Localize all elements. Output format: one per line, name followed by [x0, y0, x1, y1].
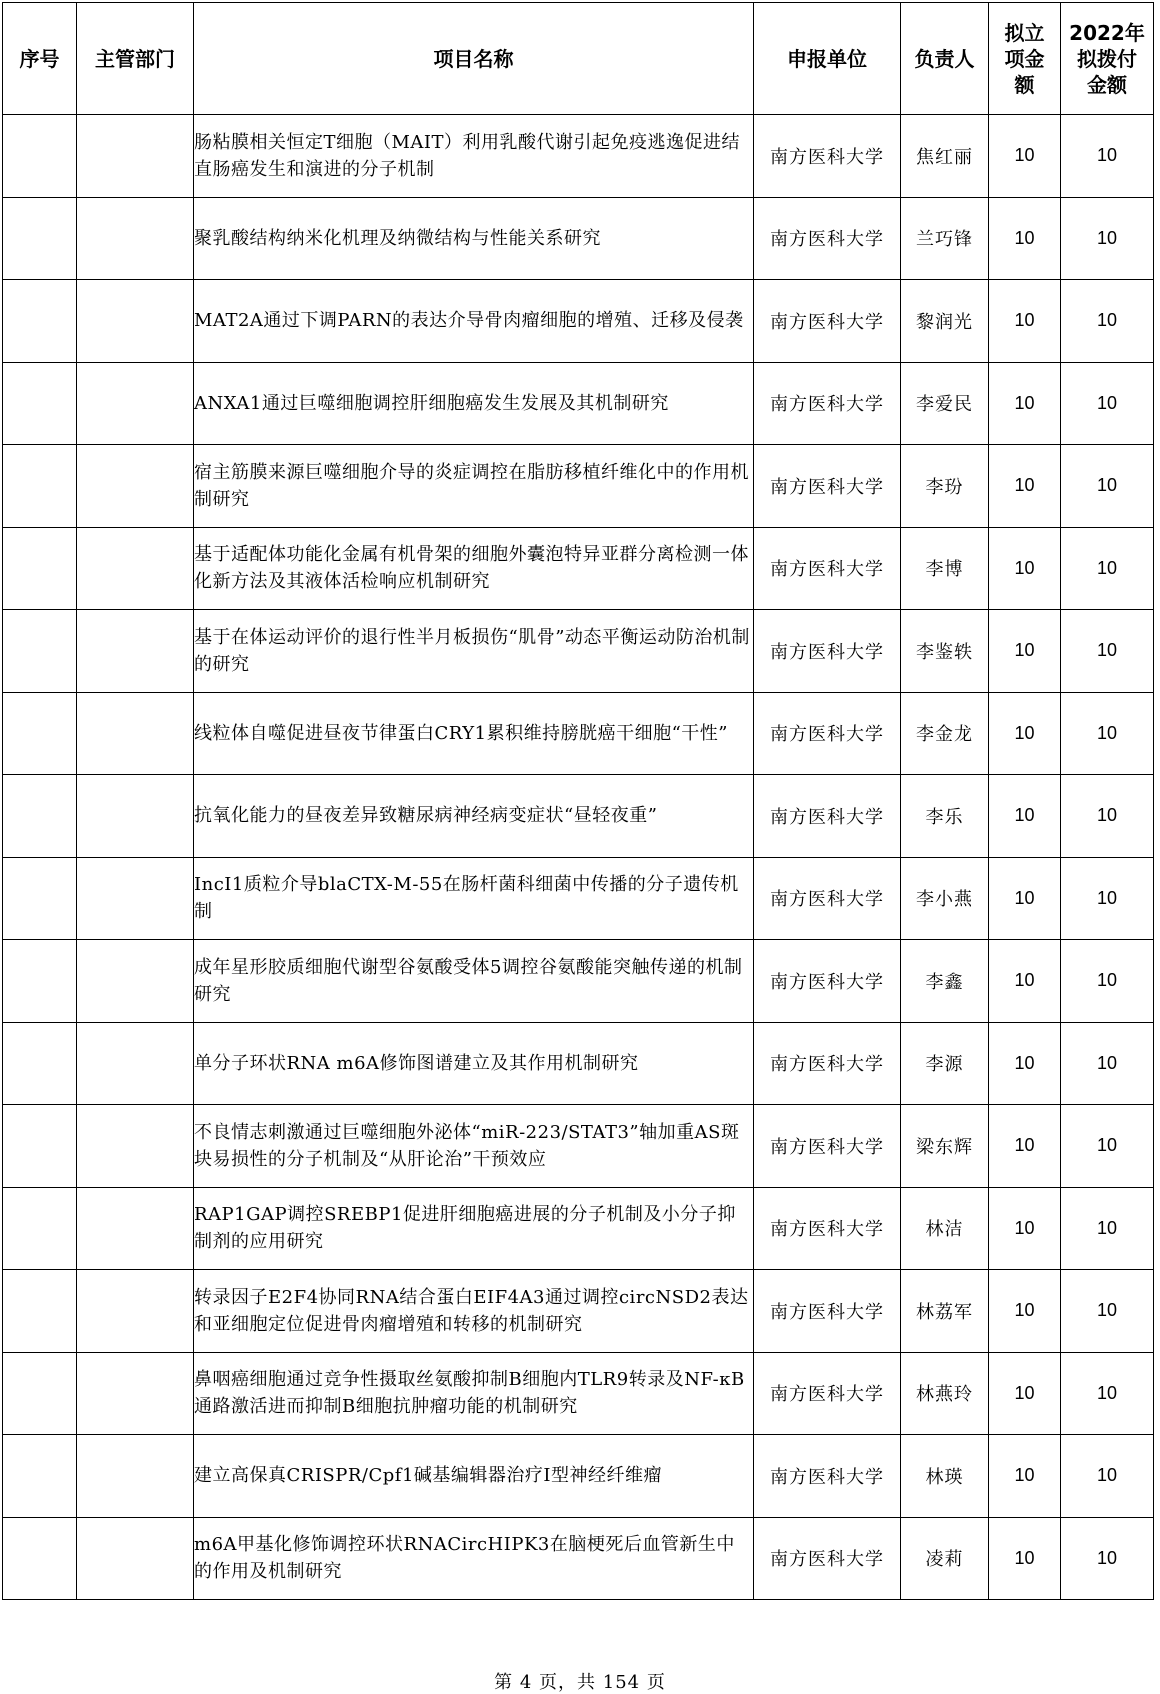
cell-project-name: 转录因子E2F4协同RNA结合蛋白EIF4A3通过调控circNSD2表达和亚细胞定位促进骨肉瘤增殖和转移的机制研究: [194, 1270, 754, 1353]
header-person: 负责人: [901, 3, 989, 115]
cell-unit: 南方医科大学: [754, 115, 901, 198]
cell-unit: 南方医科大学: [754, 775, 901, 858]
cell-project-name: 聚乳酸结构纳米化机理及纳微结构与性能关系研究: [194, 197, 754, 280]
cell-unit: 南方医科大学: [754, 280, 901, 363]
cell-project-name: m6A甲基化修饰调控环状RNACircHIPK3在脑梗死后血管新生中的作用及机制研究: [194, 1517, 754, 1600]
cell-project-name: 线粒体自噬促进昼夜节律蛋白CRY1累积维持膀胱癌干细胞“干性”: [194, 692, 754, 775]
cell-payment-2022: 10: [1061, 445, 1154, 528]
cell-approved-amount: 10: [989, 115, 1061, 198]
cell-index: [3, 775, 77, 858]
cell-person: 李乐: [901, 775, 989, 858]
cell-person: 林荔军: [901, 1270, 989, 1353]
table-row: [3, 940, 1154, 1023]
table-row: [3, 1187, 1154, 1270]
cell-payment-2022: 10: [1061, 775, 1154, 858]
cell-project-name: 不良情志刺激通过巨噬细胞外泌体“miR-223/STAT3”轴加重AS斑块易损性的分子机制及“从肝论治”干预效应: [194, 1105, 754, 1188]
cell-payment-2022: 10: [1061, 362, 1154, 445]
cell-unit: 南方医科大学: [754, 1105, 901, 1188]
cell-department: [77, 197, 194, 280]
cell-unit: 南方医科大学: [754, 857, 901, 940]
cell-approved-amount: 10: [989, 775, 1061, 858]
cell-project-name: IncI1质粒介导blaCTX-M-55在肠杆菌科细菌中传播的分子遗传机制: [194, 857, 754, 940]
cell-department: [77, 857, 194, 940]
cell-index: [3, 1517, 77, 1600]
cell-department: [77, 775, 194, 858]
cell-payment-2022: 10: [1061, 940, 1154, 1023]
header-department: 主管部门: [77, 3, 194, 115]
cell-approved-amount: 10: [989, 445, 1061, 528]
cell-index: [3, 197, 77, 280]
cell-approved-amount: 10: [989, 527, 1061, 610]
cell-index: [3, 362, 77, 445]
cell-person: 李玢: [901, 445, 989, 528]
cell-department: [77, 1435, 194, 1518]
cell-index: [3, 1435, 77, 1518]
header-payment-2022: 2022年拟拨付金额: [1061, 3, 1154, 115]
table-row: [3, 1270, 1154, 1353]
cell-person: 李博: [901, 527, 989, 610]
cell-approved-amount: 10: [989, 1517, 1061, 1600]
cell-person: 黎润光: [901, 280, 989, 363]
cell-approved-amount: 10: [989, 280, 1061, 363]
cell-index: [3, 280, 77, 363]
cell-unit: 南方医科大学: [754, 940, 901, 1023]
cell-index: [3, 1187, 77, 1270]
cell-project-name: 基于适配体功能化金属有机骨架的细胞外囊泡特异亚群分离检测一体化新方法及其液体活检响应机制研究: [194, 527, 754, 610]
cell-project-name: 宿主筋膜来源巨噬细胞介导的炎症调控在脂肪移植纤维化中的作用机制研究: [194, 445, 754, 528]
cell-project-name: 建立高保真CRISPR/Cpf1碱基编辑器治疗I型神经纤维瘤: [194, 1435, 754, 1518]
cell-project-name: 成年星形胶质细胞代谢型谷氨酸受体5调控谷氨酸能突触传递的机制研究: [194, 940, 754, 1023]
cell-person: 林洁: [901, 1187, 989, 1270]
cell-unit: 南方医科大学: [754, 610, 901, 693]
table-row: [3, 1435, 1154, 1518]
cell-department: [77, 362, 194, 445]
cell-index: [3, 940, 77, 1023]
cell-payment-2022: 10: [1061, 280, 1154, 363]
cell-person: 林瑛: [901, 1435, 989, 1518]
cell-approved-amount: 10: [989, 1270, 1061, 1353]
cell-payment-2022: 10: [1061, 610, 1154, 693]
cell-payment-2022: 10: [1061, 115, 1154, 198]
cell-project-name: 肠粘膜相关恒定T细胞（MAIT）利用乳酸代谢引起免疫逃逸促进结直肠癌发生和演进的分子机制: [194, 115, 754, 198]
table-row: [3, 280, 1154, 363]
cell-approved-amount: 10: [989, 1022, 1061, 1105]
cell-payment-2022: 10: [1061, 857, 1154, 940]
cell-approved-amount: 10: [989, 1435, 1061, 1518]
cell-payment-2022: 10: [1061, 1105, 1154, 1188]
cell-project-name: 鼻咽癌细胞通过竞争性摄取丝氨酸抑制B细胞内TLR9转录及NF-κB通路激活进而抑制B细胞抗肿瘤功能的机制研究: [194, 1352, 754, 1435]
cell-project-name: 抗氧化能力的昼夜差异致糖尿病神经病变症状“昼轻夜重”: [194, 775, 754, 858]
cell-payment-2022: 10: [1061, 197, 1154, 280]
header-unit: 申报单位: [754, 3, 901, 115]
cell-department: [77, 527, 194, 610]
cell-approved-amount: 10: [989, 362, 1061, 445]
cell-unit: 南方医科大学: [754, 1352, 901, 1435]
cell-person: 李金龙: [901, 692, 989, 775]
header-project-name: 项目名称: [194, 3, 754, 115]
cell-index: [3, 692, 77, 775]
table-row: [3, 115, 1154, 198]
cell-index: [3, 445, 77, 528]
header-approved-amount: 拟立项金额: [989, 3, 1061, 115]
cell-approved-amount: 10: [989, 1352, 1061, 1435]
cell-department: [77, 610, 194, 693]
page-footer: 第 4 页，共 154 页: [494, 1672, 666, 1693]
cell-person: 梁东辉: [901, 1105, 989, 1188]
table-row: [3, 1517, 1154, 1600]
cell-project-name: 单分子环状RNA m6A修饰图谱建立及其作用机制研究: [194, 1022, 754, 1105]
table-row: [3, 857, 1154, 940]
table-row: [3, 775, 1154, 858]
cell-index: [3, 1352, 77, 1435]
cell-payment-2022: 10: [1061, 1352, 1154, 1435]
cell-project-name: MAT2A通过下调PARN的表达介导骨肉瘤细胞的增殖、迁移及侵袭: [194, 280, 754, 363]
cell-project-name: ANXA1通过巨噬细胞调控肝细胞癌发生发展及其机制研究: [194, 362, 754, 445]
cell-unit: 南方医科大学: [754, 1187, 901, 1270]
cell-unit: 南方医科大学: [754, 1270, 901, 1353]
cell-unit: 南方医科大学: [754, 197, 901, 280]
cell-approved-amount: 10: [989, 1187, 1061, 1270]
cell-index: [3, 1105, 77, 1188]
cell-payment-2022: 10: [1061, 1270, 1154, 1353]
cell-approved-amount: 10: [989, 197, 1061, 280]
header-index: 序号: [3, 3, 77, 115]
cell-person: 李爱民: [901, 362, 989, 445]
table-row: [3, 692, 1154, 775]
cell-department: [77, 1352, 194, 1435]
header-row: [3, 3, 1154, 115]
cell-person: 焦红丽: [901, 115, 989, 198]
cell-department: [77, 1022, 194, 1105]
cell-department: [77, 692, 194, 775]
cell-project-name: 基于在体运动评价的退行性半月板损伤“肌骨”动态平衡运动防治机制的研究: [194, 610, 754, 693]
cell-unit: 南方医科大学: [754, 1022, 901, 1105]
cell-person: 李小燕: [901, 857, 989, 940]
cell-approved-amount: 10: [989, 692, 1061, 775]
cell-department: [77, 1270, 194, 1353]
cell-department: [77, 280, 194, 363]
cell-index: [3, 857, 77, 940]
cell-unit: 南方医科大学: [754, 445, 901, 528]
cell-unit: 南方医科大学: [754, 1435, 901, 1518]
cell-person: 凌莉: [901, 1517, 989, 1600]
cell-index: [3, 1022, 77, 1105]
table-row: [3, 527, 1154, 610]
cell-person: 李鉴轶: [901, 610, 989, 693]
cell-person: 李鑫: [901, 940, 989, 1023]
cell-department: [77, 115, 194, 198]
cell-person: 兰巧锋: [901, 197, 989, 280]
cell-unit: 南方医科大学: [754, 692, 901, 775]
cell-unit: 南方医科大学: [754, 362, 901, 445]
cell-payment-2022: 10: [1061, 527, 1154, 610]
table-row: [3, 362, 1154, 445]
table-row: [3, 610, 1154, 693]
cell-approved-amount: 10: [989, 610, 1061, 693]
table-row: [3, 1022, 1154, 1105]
table-row: [3, 1352, 1154, 1435]
cell-project-name: RAP1GAP调控SREBP1促进肝细胞癌进展的分子机制及小分子抑制剂的应用研究: [194, 1187, 754, 1270]
project-table: [2, 2, 1154, 1600]
cell-person: 李源: [901, 1022, 989, 1105]
table-row: [3, 445, 1154, 528]
cell-unit: 南方医科大学: [754, 1517, 901, 1600]
cell-department: [77, 1187, 194, 1270]
cell-payment-2022: 10: [1061, 692, 1154, 775]
cell-index: [3, 1270, 77, 1353]
cell-department: [77, 1517, 194, 1600]
cell-department: [77, 940, 194, 1023]
cell-payment-2022: 10: [1061, 1517, 1154, 1600]
table-row: [3, 1105, 1154, 1188]
cell-department: [77, 445, 194, 528]
table-row: [3, 197, 1154, 280]
cell-approved-amount: 10: [989, 940, 1061, 1023]
cell-person: 林燕玲: [901, 1352, 989, 1435]
cell-approved-amount: 10: [989, 857, 1061, 940]
cell-payment-2022: 10: [1061, 1435, 1154, 1518]
cell-index: [3, 527, 77, 610]
cell-department: [77, 1105, 194, 1188]
cell-unit: 南方医科大学: [754, 527, 901, 610]
cell-index: [3, 115, 77, 198]
cell-index: [3, 610, 77, 693]
cell-approved-amount: 10: [989, 1105, 1061, 1188]
cell-payment-2022: 10: [1061, 1187, 1154, 1270]
cell-payment-2022: 10: [1061, 1022, 1154, 1105]
